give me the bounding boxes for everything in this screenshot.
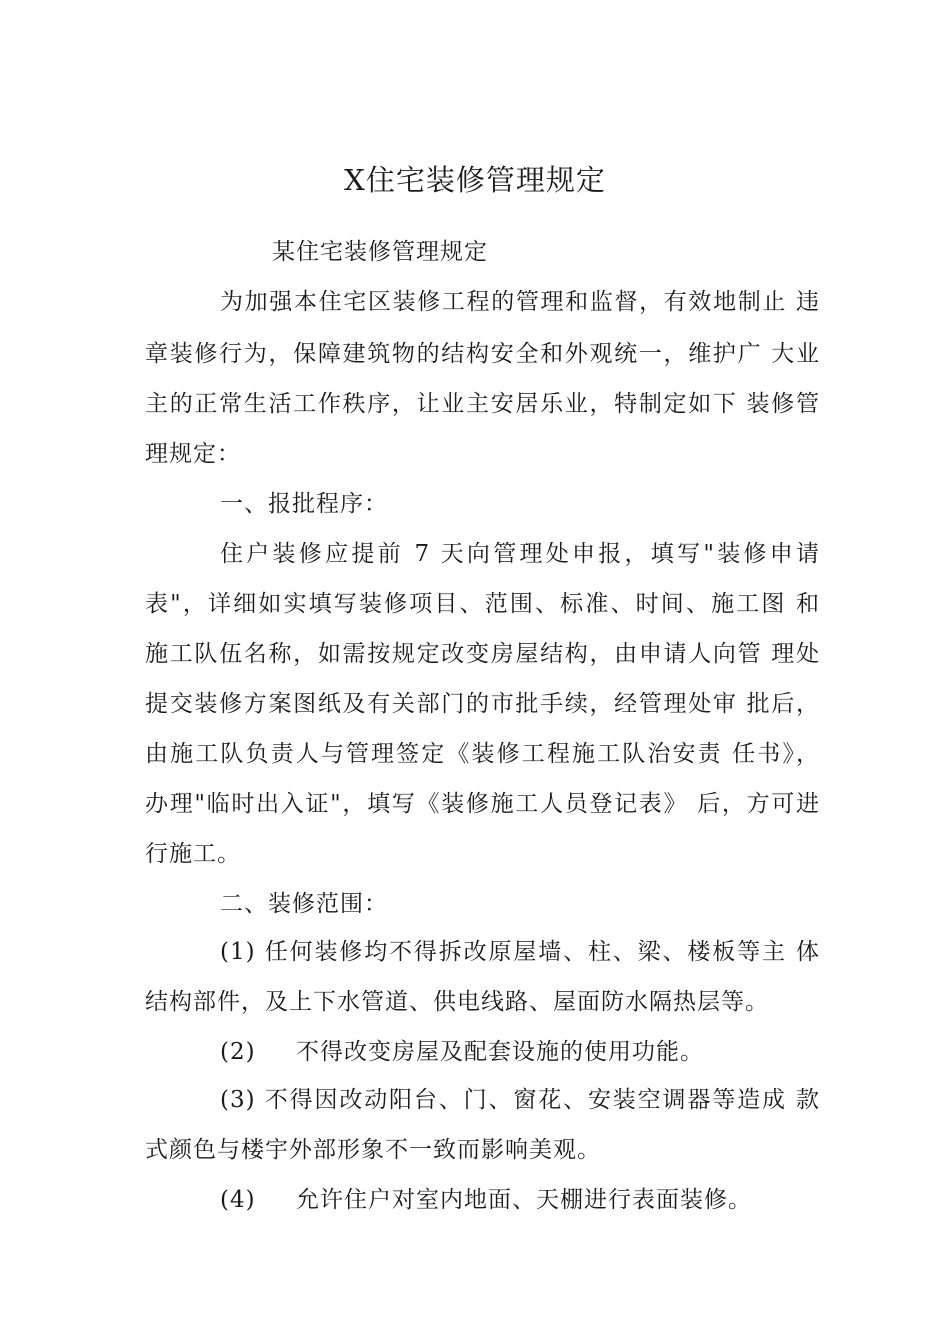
paragraph-line: 行施工。	[145, 841, 241, 867]
list-item-number: (2)	[220, 1039, 256, 1065]
list-item	[220, 1034, 820, 1070]
list-item-number: (4)	[220, 1187, 256, 1213]
paragraph-line: 结构部件，及上下水管道、供电线路、屋面防水隔热层等。	[145, 989, 769, 1015]
list-item-text: 允许住户对室内地面、天棚进行表面装修。	[296, 1187, 752, 1213]
section-heading: 一、报批程序：	[220, 491, 388, 517]
paragraph-line: 表"，详细如实填写装修项目、范围、标准、时间、施工图 和	[145, 591, 820, 617]
paragraph-line: 施工队伍名称，如需按规定改变房屋结构，由申请人向管 理处	[145, 641, 820, 667]
paragraph-line: 理规定：	[145, 441, 241, 467]
paragraph-line: (3) 不得因改动阳台、门、窗花、安装空调器等造成 款	[220, 1087, 820, 1113]
paragraph-line: 为加强本住宅区装修工程的管理和监督，有效地制止 违	[220, 289, 820, 315]
paragraph-line: 提交装修方案图纸及有关部门的市批手续，经管理处审 批后，	[145, 691, 820, 717]
document-subtitle: 某住宅装修管理规定	[272, 239, 488, 265]
paragraph-line: 主的正常生活工作秩序，让业主安居乐业，特制定如下 装修管	[145, 391, 820, 417]
document-title: X住宅装修管理规定	[344, 163, 606, 197]
paragraph-line: 由施工队负责人与管理签定《装修工程施工队治安责 任书》，	[145, 741, 820, 767]
list-item	[220, 1182, 820, 1218]
paragraph-line: 章装修行为，保障建筑物的结构安全和外观统一，维护广 大业	[145, 341, 820, 367]
section-heading: 二、装修范围：	[220, 891, 388, 917]
paragraph-line: 办理"临时出入证"，填写《装修施工人员登记表》 后，方可进	[145, 791, 820, 817]
paragraph-line: 住户装修应提前 7 天向管理处申报，填写"装修申请	[220, 541, 820, 567]
paragraph-line: (1) 任何装修均不得拆改原屋墙、柱、梁、楼板等主 体	[220, 939, 820, 965]
list-item-text: 不得改变房屋及配套设施的使用功能。	[296, 1039, 704, 1065]
paragraph-line: 式颜色与楼宇外部形象不一致而影响美观。	[145, 1137, 601, 1163]
